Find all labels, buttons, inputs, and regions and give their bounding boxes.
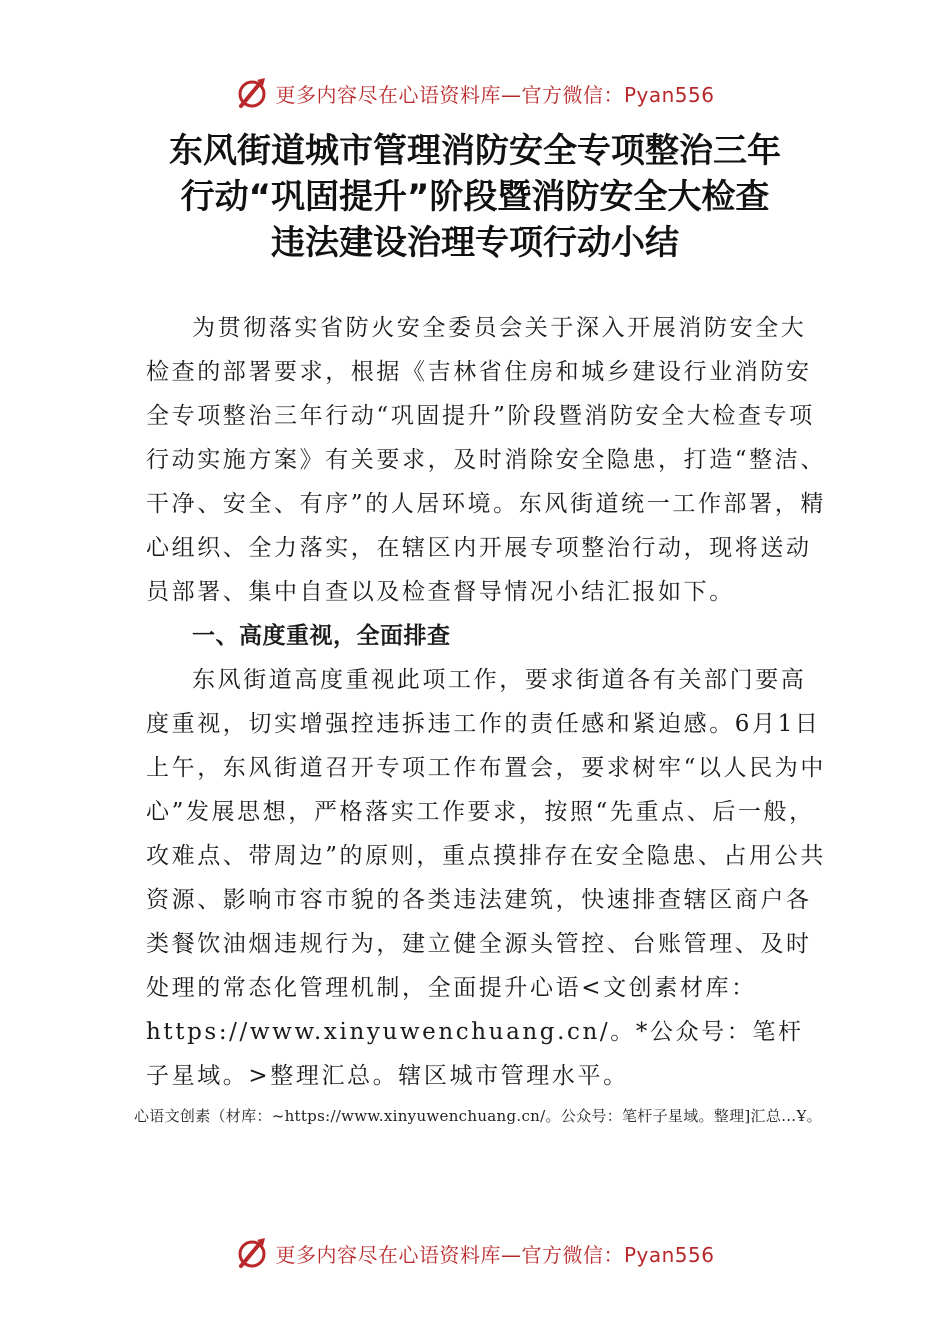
title-line-1: 东风街道城市管理消防安全专项整治三年	[169, 131, 781, 171]
brush-logo-icon	[235, 1236, 269, 1270]
document-body	[146, 306, 826, 1098]
header-banner-text: 更多内容尽在心语资料库—官方微信：Pyan556	[275, 82, 715, 107]
title-line-2: 行动“巩固提升”阶段暨消防安全大检查	[180, 177, 770, 217]
footer-banner	[0, 1233, 950, 1273]
document-title	[0, 128, 950, 266]
footer-banner-text: 更多内容尽在心语资料库—官方微信：Pyan556	[275, 1242, 715, 1267]
brush-logo-icon	[235, 76, 269, 110]
footnote-watermark-text: 心语文创素（材库：~https://www.xinyuwenchuang.cn/。公众号：笔杆子星域。整理]汇总…Ұ。	[134, 1107, 822, 1125]
paragraph-section-1: 东风街道高度重视此项工作，要求街道各有关部门要高度重视，切实增强控违拆违工作的责任感和紧迫感。6月1日上午，东风街道召开专项工作布置会，要求树牢“以人民为中心”发展思想，严格落实工作要求，按照“先重点、后一般，攻难点、带周边”的原则，重点摸排存在安全隐患、占用公共资源、影响市容市貌的各类违法建筑，快速排查辖区商户各类餐饮油烟违规行为，建立健全源头管控、台账管理、及时处理的常态化管理机制，全面提升心语<文创素材库：https://www.xinyuwenchuang.cn/。*公众号：笔杆子星域。>整理汇总。辖区城市管理水平。	[146, 667, 826, 1089]
section-heading-1: 一、高度重视，全面排查	[192, 623, 451, 649]
paragraph-intro: 为贯彻落实省防火安全委员会关于深入开展消防安全大检查的部署要求，根据《吉林省住房和城乡建设行业消防安全专项整治三年行动“巩固提升”阶段暨消防安全大检查专项行动实施方案》有关要求，及时消除安全隐患，打造“整洁、干净、安全、有序”的人居环境。东风街道统一工作部署，精心组织、全力落实，在辖区内开展专项整治行动，现将送动员部署、集中自查以及检查督导情况小结汇报如下。	[146, 315, 826, 605]
title-line-3: 违法建设治理专项行动小结	[271, 223, 679, 263]
header-banner	[0, 73, 950, 113]
